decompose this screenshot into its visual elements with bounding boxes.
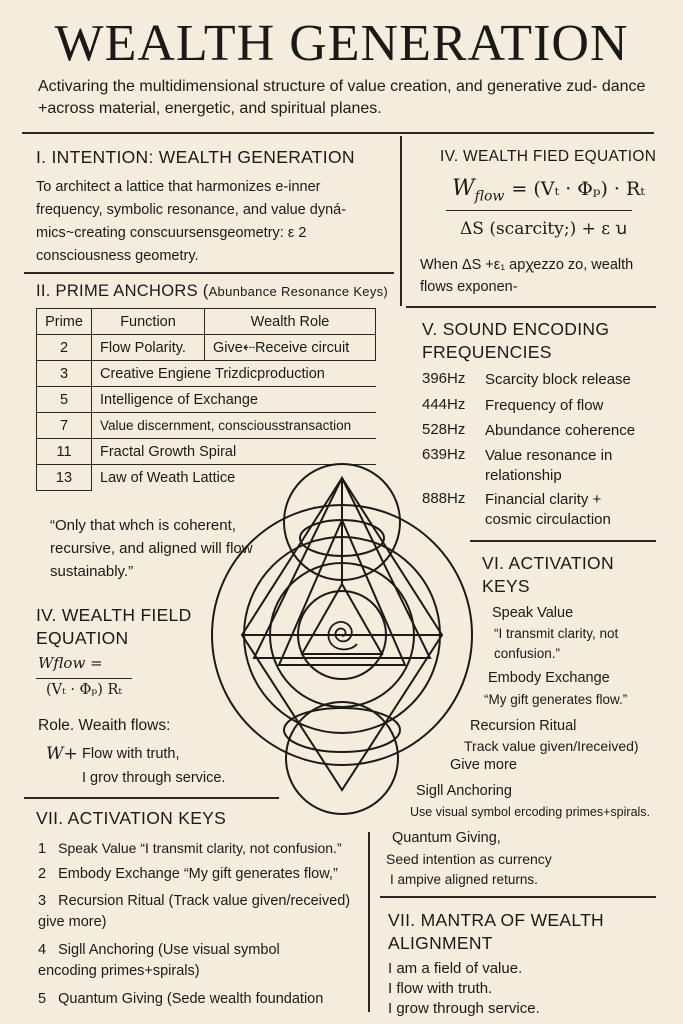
section-prime-heading (36, 282, 388, 301)
list-item (38, 838, 342, 860)
freq-hz: 639Hz (422, 446, 466, 463)
item-text: Quantum Giving (Sede wealth foundation (58, 991, 324, 1007)
prime-heading-main: II. PRIME ANCHORS ( (36, 282, 209, 300)
table-row (37, 413, 376, 439)
cell-function: Intelligence of Exchange (92, 387, 376, 413)
activation-key-2-quote: “My gift generates flow.” (484, 692, 628, 707)
equation-right-note: When ΔS +ε₁ apꭓezzo zo, wealth flows exponen- (420, 257, 634, 295)
list-item (38, 891, 368, 933)
activation-key-5-returns: I ampive aligned returns. (390, 872, 538, 887)
cell-prime: 3 (37, 361, 92, 387)
freq-desc: Financial clarity + cosmic circulaction (485, 491, 611, 528)
equation-right-numerator (452, 176, 645, 204)
table-row (37, 335, 376, 361)
equation-left-denominator: (Vₜ · Φₚ) Rₜ (46, 682, 122, 698)
item-text: Sigll Anchoring (Use visual symbol encoding primes+spirals) (38, 942, 280, 979)
section-sound-heading: V. SOUND ENCODING FREQUENCIES (422, 319, 610, 362)
cell-prime: 7 (37, 413, 92, 439)
divider-right-3 (380, 896, 656, 898)
item-number: 1 (38, 841, 47, 857)
equation-right-fraction-bar (446, 210, 632, 211)
cell-function: Fractal Growth Spiral (92, 439, 376, 465)
item-number: 2 (38, 866, 47, 882)
item-text: Speak Value “I transmit clarity, not confusion.” (58, 840, 342, 856)
cell-function: Flow Polarity. (92, 335, 205, 361)
table-header-row (37, 309, 376, 335)
freq-hz: 444Hz (422, 396, 466, 413)
cell-prime: 13 (37, 465, 92, 491)
freq-hz: 528Hz (422, 421, 466, 438)
page-subtitle: Activaring the multidimensional structure of value creation, and generative zud- dance +across material, energetic, and spiritual planes. (38, 78, 646, 117)
col-prime: Prime (37, 309, 92, 335)
item-number: 3 (38, 893, 47, 909)
activation-key-3-detail: Track value given/Ireceived) (464, 738, 639, 754)
activation-key-4-detail: Use visual symbol ercoding primes+spirals. (410, 805, 651, 819)
activation-key-1-quote: “I transmit clarity, not confusion.” (494, 626, 619, 661)
section-activation-left-heading: VII. ACTIVATION KEYS (36, 808, 227, 828)
freq-hz: 888Hz (422, 490, 466, 507)
page-title: WEALTH GENERATION (54, 15, 629, 72)
activation-key-5-detail: Seed intention as currency (386, 851, 552, 867)
freq-desc: Frequency of flow (485, 397, 604, 414)
cell-function: Creative Engiene Trizdicproduction (92, 361, 376, 387)
divider-left-1 (24, 272, 394, 274)
item-text: Embody Exchange “My gift generates flow,” (58, 866, 338, 882)
cell-role: Give⇠Receive circuit (205, 335, 376, 361)
equation-w: W (452, 176, 475, 201)
divider-vertical (400, 136, 402, 306)
activation-key-5: Quantum Giving, (392, 830, 501, 846)
equation-right-heading: IV. WEALTH FIED EQUATION (440, 148, 657, 165)
freq-hz: 396Hz (422, 370, 466, 387)
activation-key-3: Recursion Ritual (470, 718, 577, 734)
list-item (38, 940, 338, 982)
equation-left-fraction-bar (36, 678, 132, 679)
divider-vertical-2 (368, 832, 370, 1012)
equation-right-numerator-rest: = (Vₜ · Φₚ) · Rₜ (511, 178, 645, 200)
table-row (37, 387, 376, 413)
item-number: 4 (38, 942, 47, 958)
prime-heading-keys: Abunbance Resonance Keys) (208, 284, 389, 299)
section-intention-heading: I. INTENTION: WEALTH GENERATION (36, 147, 355, 167)
list-item (38, 989, 323, 1010)
mantra-line: I flow with truth. (388, 980, 493, 997)
cell-function: Value discernment, consciousstransaction (92, 413, 376, 439)
sacred-geometry-diagram (200, 460, 490, 820)
divider-right-2 (470, 540, 656, 542)
bottom-ellipse (284, 708, 400, 752)
activation-key-2: Embody Exchange (488, 670, 610, 686)
divider-right-1 (406, 306, 656, 308)
divider-top (22, 132, 654, 134)
coherence-quote: “Only that whch is coherent, recursive, and aligned will flow sustainably.” (50, 517, 253, 580)
equation-w-sub: flow (474, 188, 505, 205)
list-item (38, 864, 338, 885)
equation-left-line2: I grov through service. (82, 770, 226, 786)
table-row (37, 361, 376, 387)
activation-key-1: Speak Value (492, 605, 574, 621)
cell-prime: 5 (37, 387, 92, 413)
equation-left-role: Role. Weaith flows: (38, 717, 171, 734)
col-function: Function (92, 309, 205, 335)
cell-function: Law of Weath Lattice (92, 465, 376, 491)
section-activation-right-heading: VI. ACTIVATION KEYS (482, 553, 614, 596)
col-wealth-role: Wealth Role (205, 309, 376, 335)
equation-left-numerator: Wflow = (38, 654, 103, 672)
cell-prime: 11 (37, 439, 92, 465)
activation-key-4: Sigll Anchoring (416, 783, 512, 799)
cell-prime: 2 (37, 335, 92, 361)
activation-key-3-give: Give more (450, 757, 517, 773)
equation-left-heading: IV. WEALTH FIELD EQUATION (36, 605, 192, 648)
item-text: Recursion Ritual (Track value given/received) give more) (38, 893, 351, 930)
equation-left-line1: Flow with truth, (82, 746, 180, 762)
small-triangle (302, 584, 382, 654)
freq-desc: Scarcity block release (485, 371, 631, 388)
section-mantra-heading: VII. MANTRA OF WEALTH ALIGNMENT (388, 910, 604, 953)
equation-right-denominator: ΔS (scarcity;) + ε ꭒ (460, 219, 628, 239)
freq-desc: Abundance coherence (485, 422, 636, 439)
freq-desc: Value resonance in relationship (485, 447, 613, 484)
equation-left-w-plus: W+ (46, 744, 78, 764)
mantra-line: I am a field of value. (388, 960, 523, 977)
mantra-line: I grow through service. (388, 1000, 540, 1017)
section-intention-body: To architect a lattice that harmonizes e-inner frequency, symbolic resonance, and value dyná- mics~creating conscuursensgeometry: ε 2 consciousness geometry. (36, 179, 347, 264)
item-number: 5 (38, 991, 47, 1007)
